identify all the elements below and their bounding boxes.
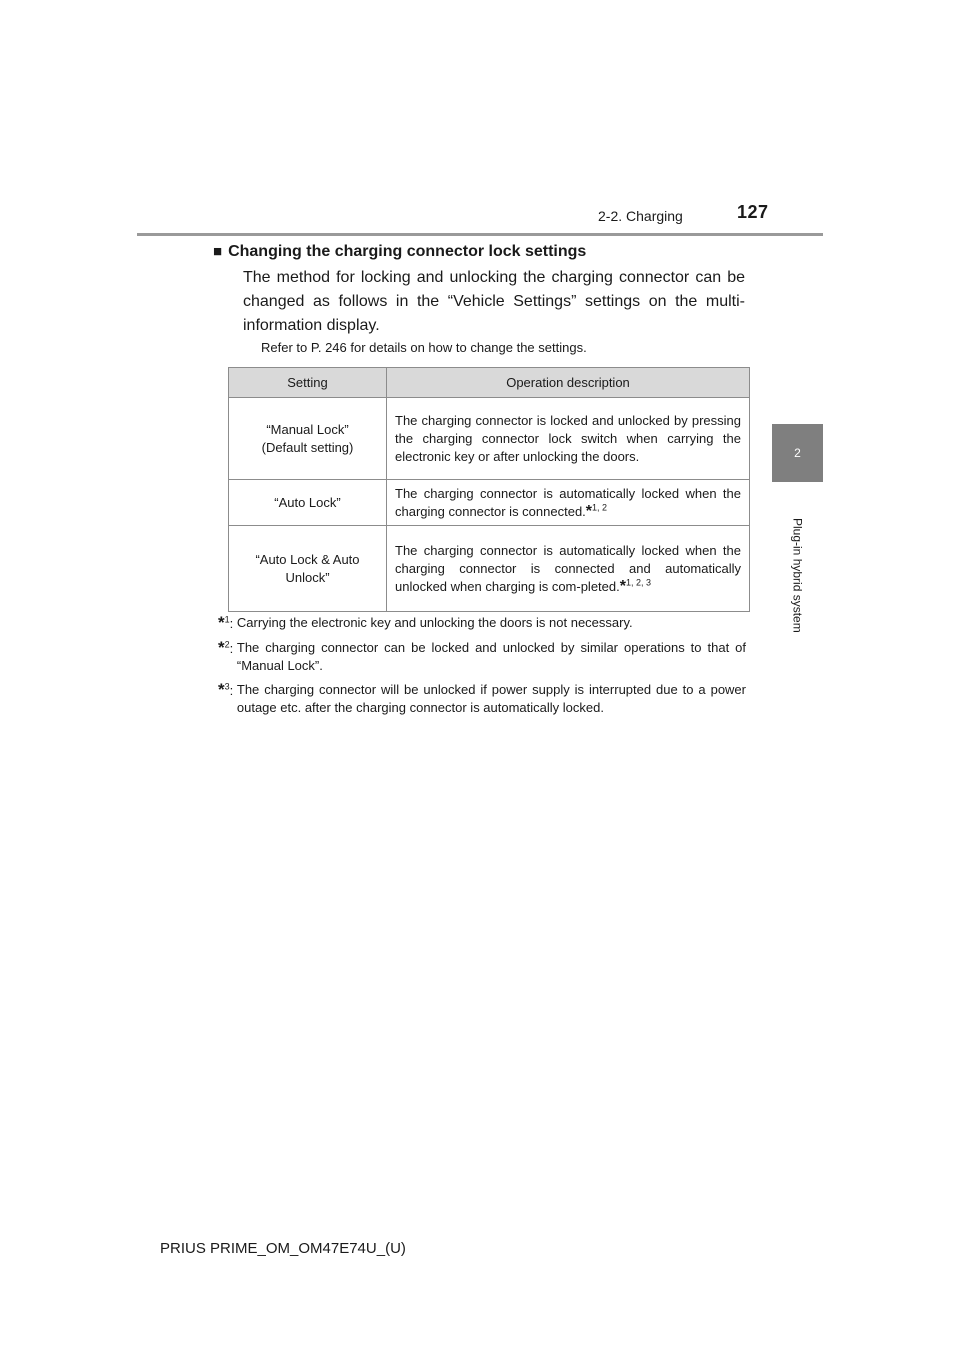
- setting-description: The charging connector is locked and unlocked by pressing the charging connector lock switch when carrying the electronic key or after unlocking the doors.: [395, 412, 741, 464]
- setting-cell: [229, 526, 387, 612]
- footnote-marker: *$^2$:: [218, 638, 237, 657]
- asterisk-icon: *: [218, 638, 225, 657]
- asterisk-icon: *: [619, 577, 626, 595]
- footnote-text: The charging connector can be locked and unlocked by similar operations to that of “Manual Lock”.: [236, 640, 746, 673]
- table-header-row: [229, 368, 750, 398]
- setting-default-note: (Default setting): [261, 439, 354, 455]
- setting-name: “Auto Lock”: [274, 494, 341, 510]
- chapter-tab-label: [772, 482, 823, 668]
- reference-note: Refer to P. 246 for details on how to change the settings.: [261, 340, 587, 355]
- setting-description: The charging connector is automatically locked when the charging connector is connected.: [395, 485, 741, 519]
- asterisk-icon: *: [218, 613, 225, 632]
- settings-table: [228, 367, 750, 612]
- footnotes: [218, 614, 746, 723]
- table-row: [229, 398, 750, 480]
- footnote-text: The charging connector will be unlocked if power supply is interrupted due to a power outage etc. after the charging connector is automatically locked.: [236, 682, 746, 715]
- chapter-tab-number: [772, 424, 823, 482]
- description-cell: [387, 480, 750, 526]
- footnote-refs: 1, 2, 3: [625, 577, 652, 588]
- setting-name: “Manual Lock”: [266, 421, 349, 437]
- footnote-marker: *$^1$:: [218, 613, 237, 632]
- asterisk-icon: *: [585, 502, 593, 520]
- section-heading: [213, 243, 586, 261]
- table-row: [229, 480, 750, 526]
- section-heading-text: Changing the charging connector lock settings: [228, 243, 587, 260]
- description-cell: [387, 398, 750, 480]
- table-row: [229, 526, 750, 612]
- footnote-item: [218, 639, 746, 675]
- table-header-setting: Setting: [229, 368, 387, 398]
- description-cell: [387, 526, 750, 612]
- setting-cell: [229, 398, 387, 480]
- footnote-refs: 1, 2: [592, 502, 608, 513]
- chapter-number: 2: [794, 446, 801, 460]
- setting-description: The charging connector is automatically locked when the charging connector is connected and automatically unlocked when charging is com-pleted.: [395, 542, 741, 594]
- footnote-marker: *$^3$:: [218, 680, 237, 699]
- intro-paragraph: The method for locking and unlocking the charging connector can be changed as follows in the “Vehicle Settings” settings on the multi-information display.: [243, 269, 745, 334]
- section-label: 2-2. Charging: [598, 208, 683, 224]
- page-number: 127: [737, 202, 769, 222]
- square-bullet-icon: ■: [213, 243, 223, 260]
- asterisk-icon: *: [218, 680, 225, 699]
- table-header-description: Operation description: [387, 368, 750, 398]
- footnote-item: [218, 614, 746, 633]
- chapter-title: Plug-in hybrid system: [790, 517, 805, 633]
- header-divider: [137, 233, 823, 236]
- footnote-item: [218, 681, 746, 717]
- setting-name: “Auto Lock & Auto Unlock”: [255, 551, 360, 585]
- setting-cell: [229, 480, 387, 526]
- document-code: PRIUS PRIME_OM_OM47E74U_(U): [160, 1240, 406, 1257]
- footnote-text: Carrying the electronic key and unlocking the doors is not necessary.: [236, 615, 633, 630]
